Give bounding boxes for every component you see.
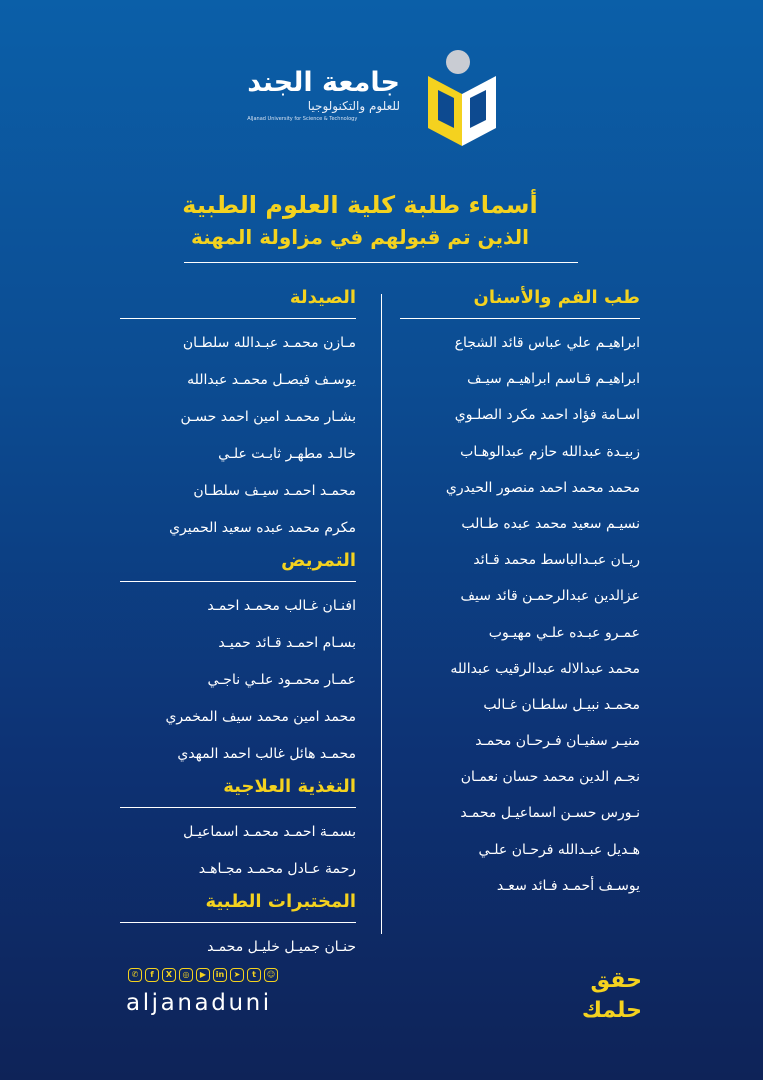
slogan bbox=[560, 966, 642, 1026]
section-title-pharmacy: الصيدلة bbox=[289, 287, 356, 308]
section-rule bbox=[120, 922, 356, 923]
section-title-nursing: التمريض bbox=[281, 550, 356, 571]
list-item: بسمـة احمـد محمـد اسماعيـل bbox=[183, 824, 356, 840]
list-item: يوسـف فيصـل محمـد عبدالله bbox=[187, 372, 356, 388]
list-item: رحمة عـادل محمـد مجـاهـد bbox=[198, 861, 356, 877]
list-item: محمد امين محمد سيف المخمري bbox=[165, 709, 356, 725]
dentistry-column bbox=[400, 284, 640, 904]
column-divider bbox=[381, 294, 382, 934]
list-item: مكرم محمد عبده سعيد الحميري bbox=[169, 520, 356, 536]
section-title-labs: المختبرات الطبية bbox=[205, 891, 356, 912]
list-item: بسـام احمـد قـائد حميـد bbox=[218, 635, 356, 651]
other-departments-column bbox=[120, 284, 356, 966]
list-item: محمد عبدالاله عبدالرقيب عبدالله bbox=[450, 660, 640, 677]
list-item: عمـرو عبـده علـي مهيـوب bbox=[488, 624, 640, 641]
list-item: نـورس حسـن اسماعيـل محمـد bbox=[460, 805, 640, 822]
logo-subtitle: للعلوم والتكنولوجيا bbox=[307, 99, 400, 113]
list-item: يوسـف أحمـد فـائد سعـد bbox=[496, 877, 640, 894]
section-rule bbox=[120, 581, 356, 582]
university-logo bbox=[247, 46, 510, 156]
youtube-icon[interactable]: ▶ bbox=[196, 968, 210, 982]
headline bbox=[150, 188, 570, 252]
list-item: ريـان عبـدالباسط محمد قـائد bbox=[473, 552, 640, 569]
list-item: حنـان جميـل خليـل محمـد bbox=[207, 939, 356, 955]
logo-book-icon bbox=[422, 46, 502, 150]
list-item: افنـان غـالب محمـد احمـد bbox=[207, 598, 356, 614]
tumblr-icon[interactable]: t bbox=[247, 968, 261, 982]
list-item: اسـامة فؤاد احمد مكرد الصلـوي bbox=[454, 407, 640, 424]
list-item: محمد محمد احمد منصور الحيدري bbox=[445, 479, 640, 496]
list-item: زبيـدة عبدالله حازم عبدالوهـاب bbox=[460, 443, 640, 460]
list-item: محمـد هائل غالب احمد المهدي bbox=[177, 746, 356, 762]
headline-line2: الذين تم قبولهم في مزاولة المهنة bbox=[191, 225, 529, 249]
x-icon[interactable]: X bbox=[162, 968, 176, 982]
linkedin-icon[interactable]: in bbox=[213, 968, 227, 982]
section-title-dentistry: طب الفم والأسنان bbox=[473, 287, 640, 308]
social-handle: aljanaduni bbox=[126, 990, 272, 1016]
section-rule bbox=[120, 318, 356, 319]
logo-text bbox=[247, 68, 400, 122]
slogan-line2: حلمك bbox=[581, 998, 642, 1023]
instagram-icon[interactable]: ◎ bbox=[179, 968, 193, 982]
list-item: عزالدين عبدالرحمـن قائد سيف bbox=[460, 588, 640, 605]
telegram-icon[interactable]: ➤ bbox=[230, 968, 244, 982]
list-item: ابراهيـم علي عباس قائد الشجاع bbox=[454, 335, 640, 351]
list-item: خالـد مطهـر ثابـت علـي bbox=[218, 446, 356, 462]
list-item: هـديل عبـدالله فرحـان علـي bbox=[478, 841, 640, 858]
list-item: نسيـم سعيد محمد عبده طـالب bbox=[461, 515, 640, 532]
headline-divider bbox=[184, 262, 578, 263]
list-item: محمـد نبيـل سلطـان غـالب bbox=[483, 696, 640, 713]
whatsapp-icon[interactable]: ✆ bbox=[128, 968, 142, 982]
section-rule bbox=[400, 318, 640, 319]
list-item: مـازن محمـد عبـدالله سلطـان bbox=[182, 335, 356, 351]
logo-english-name: AlJanad University for Science & Technology bbox=[247, 116, 358, 122]
list-item: بشـار محمـد امين احمد حسـن bbox=[180, 409, 356, 425]
slogan-line1: حقق bbox=[590, 968, 642, 993]
section-title-nutrition: التغذية العلاجية bbox=[223, 776, 356, 797]
snapchat-icon[interactable]: ☺ bbox=[264, 968, 278, 982]
logo-name: جامعة الجند bbox=[247, 67, 400, 98]
headline-line1: أسماء طلبة كلية العلوم الطبية bbox=[182, 191, 538, 219]
social-icons bbox=[128, 968, 278, 982]
list-item: منيـر سفيـان فـرحـان محمـد bbox=[475, 733, 640, 750]
list-item: ابراهيـم قـاسم ابراهيـم سيـف bbox=[467, 371, 640, 388]
section-rule bbox=[120, 807, 356, 808]
list-item: نجـم الدين محمد حسان نعمـان bbox=[460, 769, 640, 786]
list-item: عمـار محمـود علـي ناجـي bbox=[207, 672, 356, 688]
list-item: محمـد احمـد سيـف سلطـان bbox=[193, 483, 356, 499]
facebook-icon[interactable]: f bbox=[145, 968, 159, 982]
